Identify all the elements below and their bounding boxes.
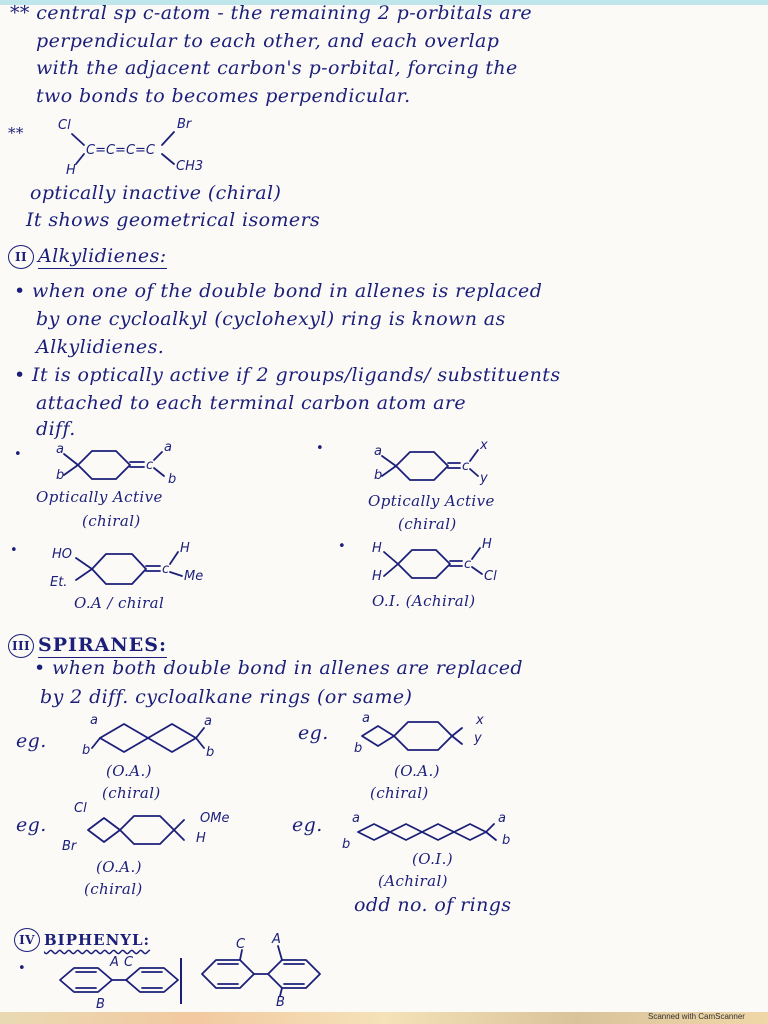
sp3-label-2: (chiral) <box>84 880 143 898</box>
section2-bullet2-line2: attached to each terminal carbon atom are <box>36 392 467 414</box>
star-marker: ** <box>8 124 24 142</box>
ex4-end-top: H <box>482 537 492 552</box>
svg-text:•: • <box>18 961 26 976</box>
spirane2-eg: eg. <box>298 722 329 744</box>
alkylidiene-example-2 <box>316 438 516 490</box>
allene-note-line1: ** central sp c-atom - the remaining 2 p-orbitals are <box>10 2 533 24</box>
sp1-b-right: b <box>206 745 215 760</box>
section3-heading <box>8 634 167 658</box>
svg-text:c: c <box>146 458 154 473</box>
svg-text:c: c <box>462 459 470 474</box>
bond-ch3 <box>162 154 174 164</box>
biphenyl-structure-1 <box>14 952 184 1012</box>
bp1-c: C <box>124 955 134 970</box>
ex1-end-b: b <box>168 472 177 487</box>
spirane-3 <box>60 798 250 856</box>
ex3-sub-top: HO <box>52 547 73 562</box>
spirane-ring-hexagon <box>394 722 452 750</box>
ex3-end-bottom: Me <box>184 569 204 584</box>
spirane-ring-3 <box>422 824 454 840</box>
spirane4-eg: eg. <box>292 814 323 836</box>
sp3-ome: OMe <box>200 811 230 826</box>
svg-text:•: • <box>10 543 18 558</box>
cyclohexane-ring <box>396 452 448 480</box>
ex1-label: Optically Active <box>36 488 163 506</box>
svg-text:c: c <box>464 557 472 572</box>
sp1-label: (O.A.) <box>106 762 152 780</box>
ex2-label: Optically Active <box>368 492 495 510</box>
cyclohexane-ring <box>78 451 130 479</box>
ex1-sub-b: b <box>56 468 65 483</box>
spirane-ring-4 <box>454 824 486 840</box>
bp1-a: A <box>110 955 119 970</box>
cyclohexane-ring <box>92 554 146 584</box>
sp2-b-left: b <box>354 741 363 756</box>
ex2-label-2: (chiral) <box>398 515 457 533</box>
alkylidiene-example-3 <box>10 538 220 596</box>
sp2-label-2: (chiral) <box>370 784 429 802</box>
allene-optical-note: optically inactive (chiral) <box>30 182 282 204</box>
spirane-ring-2 <box>390 824 422 840</box>
sp4-label: (O.I.) <box>412 850 453 868</box>
sp2-a-left: a <box>362 711 370 726</box>
sp3-label: (O.A.) <box>96 858 142 876</box>
section4-title: BIPHENYL: <box>44 931 151 949</box>
bp2-b: B <box>276 995 285 1010</box>
spirane-ring-small <box>362 726 394 746</box>
allene-h-label: H <box>66 163 76 178</box>
sp4-note: odd no. of rings <box>354 894 512 916</box>
ex3-label: O.A / chiral <box>74 594 165 612</box>
sp2-x-right: x <box>476 713 484 728</box>
ex1-end-a: a <box>164 440 172 455</box>
allene-isomer-note: It shows geometrical isomers <box>26 209 321 231</box>
section2-bullet1-line1: • when one of the double bond in allenes is replaced <box>14 280 543 302</box>
ex2-end-y: y <box>480 471 488 486</box>
allene-ch3-label: CH3 <box>176 159 204 174</box>
bp1-b: B <box>96 997 105 1012</box>
spirane3-eg: eg. <box>16 814 47 836</box>
section2-title: Alkylidienes: <box>38 245 167 267</box>
sp2-y-right: y <box>474 731 482 746</box>
ex2-end-x: x <box>480 438 488 453</box>
alkylidiene-example-4 <box>338 536 528 592</box>
spirane-ring-left <box>100 724 148 752</box>
bond-br <box>162 132 174 145</box>
svg-text:c: c <box>162 562 170 577</box>
section2-heading <box>8 245 167 269</box>
section3-numeral: III <box>8 634 34 658</box>
svg-text:•: • <box>338 539 346 554</box>
spirane-ring-hexagon <box>120 816 174 844</box>
sp4-b-left: b <box>342 837 351 852</box>
ex3-sub-bottom: Et. <box>50 575 68 590</box>
biphenyl-structure-2 <box>196 932 336 1008</box>
spirane1-eg: eg. <box>16 730 47 752</box>
svg-text:•: • <box>316 441 324 456</box>
section3-bullet-line1: • when both double bond in allenes are replaced <box>34 657 523 679</box>
section2-bullet2-line3: diff. <box>36 418 76 440</box>
sp1-a-left: a <box>90 713 98 728</box>
spirane-ring-right <box>148 724 196 752</box>
allene-note-line3: with the adjacent carbon's p-orbital, forcing the <box>36 57 518 79</box>
allene-chain: C=C=C=C <box>86 143 155 158</box>
bond-h <box>76 154 84 164</box>
sp1-label-2: (chiral) <box>102 784 161 802</box>
allene-br-label: Br <box>177 117 192 132</box>
sp4-b-right: b <box>502 833 511 848</box>
svg-text:•: • <box>14 447 22 462</box>
ex2-sub-b: b <box>374 468 383 483</box>
section2-numeral: II <box>8 245 34 269</box>
section4-numeral: IV <box>14 928 40 952</box>
spirane-ring-1 <box>358 824 390 840</box>
ex4-end-bottom: Cl <box>484 569 497 584</box>
sp3-h: H <box>196 831 206 846</box>
section3-title: SPIRANES: <box>38 634 168 656</box>
bp2-c: C <box>236 937 246 952</box>
section2-bullet1-line2: by one cycloalkyl (cyclohexyl) ring is known as <box>36 308 506 330</box>
sp4-label-2: (Achiral) <box>378 872 448 890</box>
ex3-end-top: H <box>180 541 190 556</box>
sp1-a-right: a <box>204 714 212 729</box>
bp2-a: A <box>272 932 281 947</box>
cyclohexane-ring <box>398 550 450 578</box>
allene-note-line4: two bonds to becomes perpendicular. <box>36 85 411 107</box>
sp4-a-left: a <box>352 811 360 826</box>
spirane-4 <box>340 806 530 856</box>
allene-note-line2: perpendicular to each other, and each overlap <box>36 30 500 52</box>
allene-structure <box>50 112 230 182</box>
ex1-sub-a: a <box>56 442 64 457</box>
sp2-label: (O.A.) <box>394 762 440 780</box>
ex4-sub-bottom: H <box>372 569 382 584</box>
sp3-cl: Cl <box>74 801 87 816</box>
allene-cl-label: Cl <box>58 118 71 133</box>
spirane-1 <box>80 708 230 764</box>
section3-bullet-line2: by 2 diff. cycloalkane rings (or same) <box>40 686 413 708</box>
spirane-2 <box>352 708 502 764</box>
section2-bullet1-line3: Alkylidienes. <box>36 336 165 358</box>
sp4-a-right: a <box>498 811 506 826</box>
section4-heading <box>14 928 150 952</box>
section2-bullet2-line1: • It is optically active if 2 groups/ligands/ substituents <box>14 364 561 386</box>
sp3-br: Br <box>62 839 77 854</box>
divider-line <box>180 958 182 1004</box>
scanner-watermark: Scanned with CamScanner <box>648 1012 745 1021</box>
bond-cl <box>72 134 84 145</box>
alkylidiene-example-1 <box>14 438 204 488</box>
ex1-label-2: (chiral) <box>82 512 141 530</box>
sp1-b-left: b <box>82 743 91 758</box>
spirane-ring-left <box>88 818 120 842</box>
ex2-sub-a: a <box>374 444 382 459</box>
ex4-label: O.I. (Achiral) <box>372 592 476 610</box>
ex4-sub-top: H <box>372 541 382 556</box>
